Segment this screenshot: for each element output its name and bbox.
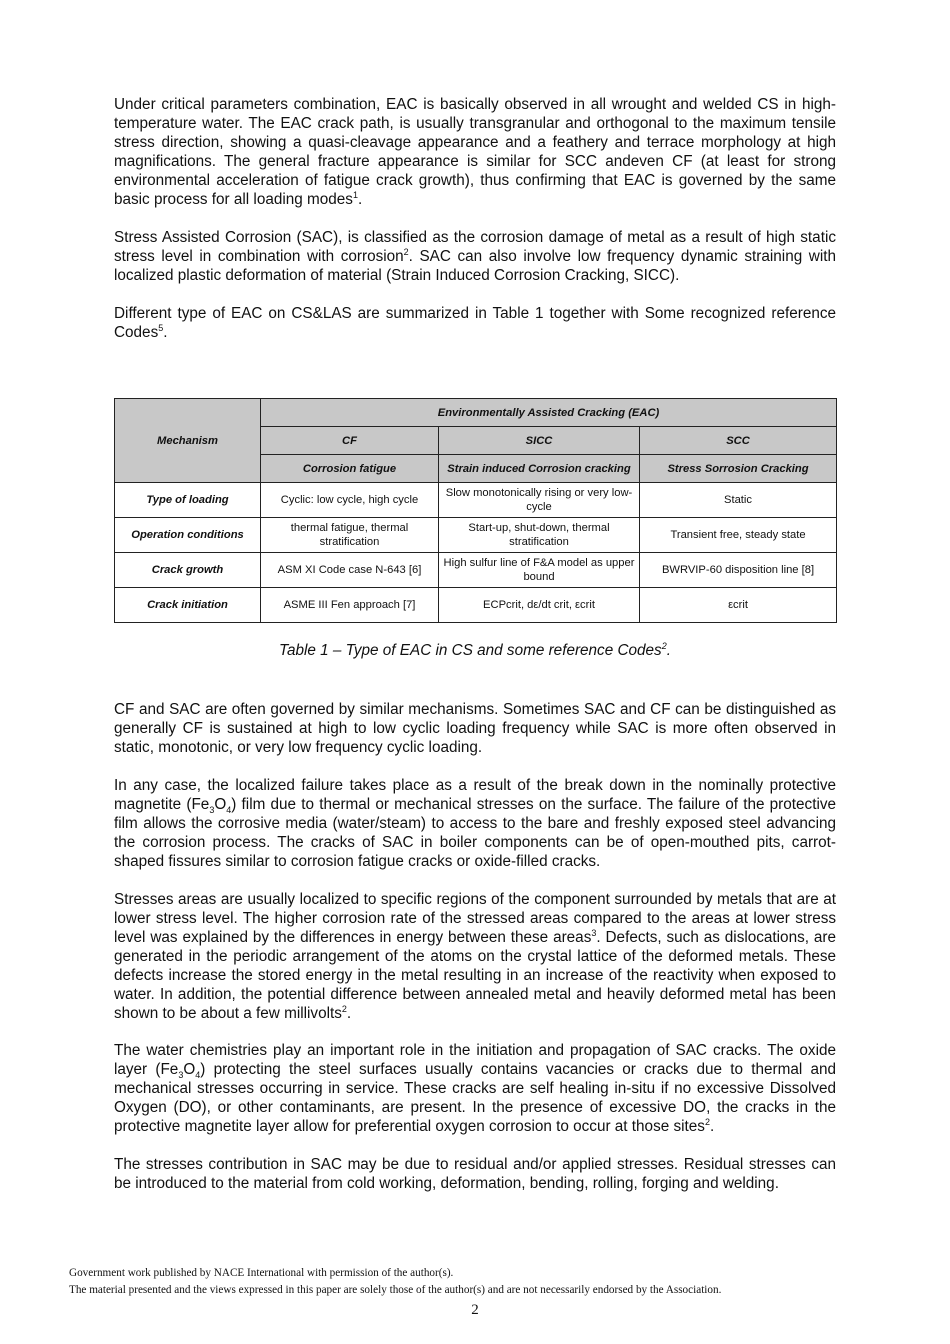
paragraph-sac-definition bbox=[114, 228, 836, 285]
text: In any case, the localized failure takes place as a result of the break down in the nominally protective magnetite (Fe bbox=[114, 777, 836, 813]
subscript: 3 bbox=[178, 1070, 184, 1081]
row-label: Crack growth bbox=[115, 553, 261, 588]
text: The stresses contribution in SAC may be due to residual and/or applied stresses. Residual stresses can be introduced to the material from cold working, deformation, bending, rolling, forging and welding. bbox=[114, 1156, 836, 1192]
footer-line-2: The material presented and the views expressed in this paper are solely those of the author(s) and are not necessarily endorsed by the Association. bbox=[69, 1284, 722, 1296]
table-cell: εcrit bbox=[640, 588, 837, 623]
reference-superscript: 1 bbox=[352, 189, 358, 200]
table-cell: Static bbox=[640, 483, 837, 518]
text: . bbox=[709, 1118, 715, 1135]
text: ) protecting the steel surfaces usually contains vacancies or cracks due to thermal and mechanical stresses occurring in service. These cracks are self healing in-situ if no excessive Dissolved Oxygen (DO), or other contaminants, are present. In the presence of excessive DO, the cracks in the protective magnetite layer allow for preferential oxygen corrosion to occur at those sites bbox=[114, 1061, 836, 1135]
paragraph-magnetite-failure bbox=[114, 776, 836, 871]
subscript: 3 bbox=[209, 805, 215, 816]
table-caption bbox=[0, 642, 950, 660]
text: . SAC can also involve low frequency dynamic straining with localized plastic deformation of material (Strain Induced Corrosion Cracking, SICC). bbox=[114, 248, 836, 284]
table-row bbox=[115, 553, 837, 588]
table-cell: ASM XI Code case N-643 [6] bbox=[261, 553, 439, 588]
table-cell: Slow monotonically rising or very low-cycle bbox=[439, 483, 640, 518]
table-cell: BWRVIP-60 disposition line [8] bbox=[640, 553, 837, 588]
row-label: Type of loading bbox=[115, 483, 261, 518]
table-row bbox=[115, 518, 837, 553]
reference-superscript: 2 bbox=[403, 246, 409, 257]
text: O bbox=[183, 1061, 196, 1078]
header-cf-full: Corrosion fatigue bbox=[261, 455, 439, 483]
row-label: Crack initiation bbox=[115, 588, 261, 623]
table-cell: Cyclic: low cycle, high cycle bbox=[261, 483, 439, 518]
text: Different type of EAC on CS&LAS are summarized in Table 1 together with Some recognized reference Codes bbox=[114, 305, 836, 341]
table-cell: thermal fatigue, thermal stratification bbox=[261, 518, 439, 553]
text: . bbox=[346, 1005, 352, 1022]
text: Stresses areas are usually localized to specific regions of the component surrounded by metals that are at lower stress level. The higher corrosion rate of the stressed areas compared to the areas at lower stress level was explained by the differences in energy between these areas bbox=[114, 891, 836, 946]
reference-superscript: 2 bbox=[661, 640, 667, 651]
table-cell: High sulfur line of F&A model as upper bound bbox=[439, 553, 640, 588]
subscript: 4 bbox=[226, 805, 232, 816]
table-row bbox=[115, 483, 837, 518]
paragraph-cf-sac bbox=[114, 700, 836, 757]
reference-superscript: 5 bbox=[158, 322, 164, 333]
page-number: 2 bbox=[471, 1302, 479, 1318]
header-eac-group: Environmentally Assisted Cracking (EAC) bbox=[261, 399, 837, 427]
text: O bbox=[214, 796, 227, 813]
paragraph-residual-stress bbox=[114, 1155, 836, 1193]
paragraph-eac-observation bbox=[114, 95, 836, 209]
reference-superscript: 2 bbox=[341, 1003, 347, 1014]
header-scc-full: Stress Sorrosion Cracking bbox=[640, 455, 837, 483]
row-label: Operation conditions bbox=[115, 518, 261, 553]
header-cf: CF bbox=[261, 427, 439, 455]
text: . bbox=[666, 642, 671, 659]
header-mechanism: Mechanism bbox=[115, 399, 261, 483]
table-cell: ECPcrit, dε/dt crit, εcrit bbox=[439, 588, 640, 623]
table-cell: ASME III Fen approach [7] bbox=[261, 588, 439, 623]
footer-line-1: Government work published by NACE International with permission of the author(s). bbox=[69, 1267, 454, 1279]
paragraph-water-chemistry bbox=[114, 1041, 836, 1136]
text: Under critical parameters combination, EAC is basically observed in all wrought and welded CS in high-temperature water. The EAC crack path, is usually transgranular and orthogonal to the maximum tensile stress direction, showing a quasi-cleavage appearance and a feathery and terrace morphology at high magnifications. The general fracture appearance is similar for SCC andeven CF (at least for strong environmental acceleration of fatigue crack growth), thus confirming that EAC is governed by the same basic process for all loading modes bbox=[114, 96, 836, 208]
table-row bbox=[115, 588, 837, 623]
text: Stress Assisted Corrosion (SAC), is classified as the corrosion damage of metal as a result of high static stress level in combination with corrosion bbox=[114, 229, 836, 265]
paragraph-stress-areas bbox=[114, 890, 836, 1023]
text: Table 1 – Type of EAC in CS and some reference Codes bbox=[279, 642, 662, 659]
table-cell: Start-up, shut-down, thermal stratification bbox=[439, 518, 640, 553]
header-scc: SCC bbox=[640, 427, 837, 455]
subscript: 4 bbox=[195, 1070, 201, 1081]
text: ) film due to thermal or mechanical stresses on the surface. The failure of the protective film allows the corrosive media (water/steam) to access to the bare and freshly exposed steel advancing the corrosion process. The cracks of SAC in boiler components can be of open-mouthed pits, carrot-shaped fissures similar to corrosion fatigue cracks or oxide-filled cracks. bbox=[114, 796, 836, 870]
header-sicc: SICC bbox=[439, 427, 640, 455]
text: . bbox=[357, 191, 363, 208]
paragraph-table-intro bbox=[114, 304, 836, 342]
reference-superscript: 3 bbox=[591, 927, 597, 938]
text: The water chemistries play an important role in the initiation and propagation of SAC cracks. The oxide layer (Fe bbox=[114, 1042, 836, 1078]
text: . Defects, such as dislocations, are generated in the periodic arrangement of the atoms on the crystal lattice of the deformed metals. These defects increase the stored energy in the metal resulting in an increase of the reactivity when exposed to water. In addition, the potential difference between annealed metal and heavily deformed metal has been shown to be about a few millivolts bbox=[114, 929, 836, 1022]
table-cell: Transient free, steady state bbox=[640, 518, 837, 553]
reference-superscript: 2 bbox=[704, 1116, 710, 1127]
text: . bbox=[163, 324, 168, 341]
eac-table bbox=[114, 398, 837, 623]
text: CF and SAC are often governed by similar mechanisms. Sometimes SAC and CF can be distinguished as generally CF is sustained at high to low cyclic loading frequency while SAC is more often observed in static, monotonic, or very low frequency cyclic loading. bbox=[114, 701, 836, 756]
header-sicc-full: Strain induced Corrosion cracking bbox=[439, 455, 640, 483]
